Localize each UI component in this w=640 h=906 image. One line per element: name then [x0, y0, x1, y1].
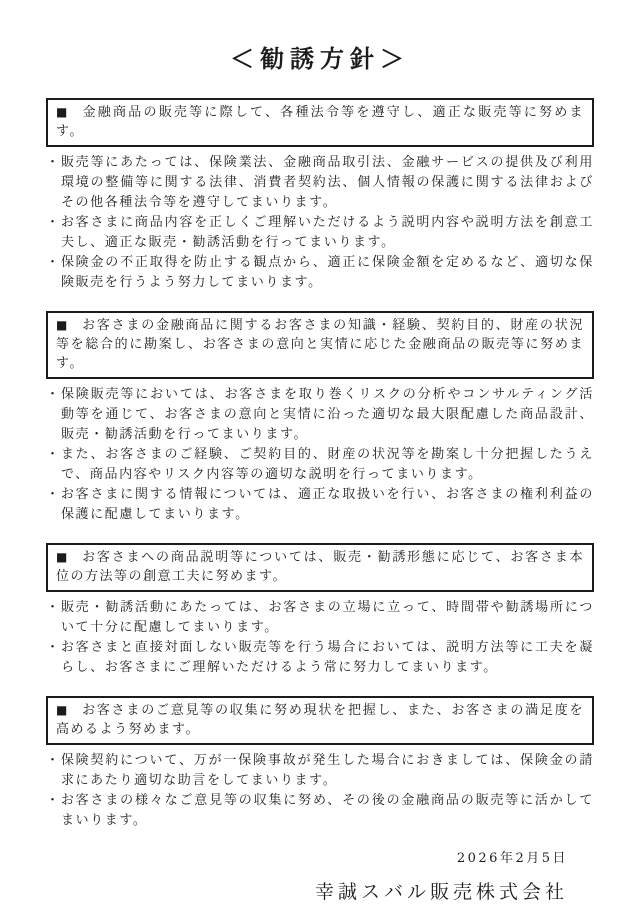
square-bullet-icon: ■ — [56, 550, 69, 564]
section-2-heading-text: お客さまの金融商品に関するお客さまの知識・経験、契約目的、財産の状況等を総合的に勘案し、お客さまの意向と実情に応じた金融商品の販売等に努めます。 — [56, 318, 584, 371]
bullet-item: ・販売等にあたっては、保険業法、金融商品取引法、金融サービスの提供及び利用環境の整備等に関する法律、消費者契約法、個人情報の保護に関する法律およびその他各種法令等を遵守してまいります。 — [46, 155, 594, 210]
section-2-heading-box — [46, 311, 594, 379]
section-3-heading-box — [46, 543, 594, 592]
section-4-heading-text: お客さまのご意見等の収集に努め現状を把握し、また、お客さまの満足度を高めるよう努めます。 — [56, 703, 584, 737]
bullet-item: ・また、お客さまのご経験、ご契約目的、財産の状況等を勘案し十分把握したうえで、商品内容やリスク内容等の適切な説明を行ってまいります。 — [46, 447, 594, 482]
section-1-heading-text: 金融商品の販売等に際して、各種法令等を遵守し、適正な販売等に努めます。 — [56, 105, 584, 139]
square-bullet-icon: ■ — [56, 318, 69, 332]
policy-section-3 — [46, 543, 594, 678]
document-date: 2026年2月5日 — [456, 851, 568, 866]
bullet-item: ・お客さまに商品内容を正しくご理解いただけるよう説明内容や説明方法を創意工夫し、適正な販売・勧誘活動を行ってまいります。 — [46, 215, 594, 250]
page-title: ＜勧誘方針＞ — [230, 44, 410, 73]
section-4-bullets — [46, 751, 594, 831]
policy-section-2 — [46, 311, 594, 525]
bullet-item: ・保険金の不正取得を防止する観点から、適正に保険金額を定めるなど、適切な保険販売を行うよう努力してまいります。 — [46, 255, 594, 290]
section-2-bullets — [46, 385, 594, 525]
bullet-item: ・保険販売等においては、お客さまを取り巻くリスクの分析やコンサルティング活動等を通じて、お客さまの意向と実情に沿った適切な最大限配慮した商品設計、販売・勧誘活動を行ってまいります。 — [46, 387, 594, 442]
bullet-item: ・お客さまの様々なご意見等の収集に努め、その後の金融商品の販売等に活かしてまいります。 — [46, 793, 594, 828]
section-4-heading-box — [46, 696, 594, 745]
square-bullet-icon: ■ — [56, 105, 69, 119]
bullet-item: ・販売・勧誘活動にあたっては、お客さまの立場に立って、時間帯や勧誘場所について十分に配慮してまいります。 — [46, 600, 594, 635]
square-bullet-icon: ■ — [56, 703, 69, 717]
bullet-item: ・お客さまと直接対面しない販売等を行う場合においては、説明方法等に工夫を凝らし、お客さまにご理解いただけるよう常に努力してまいります。 — [46, 640, 594, 675]
policy-section-4 — [46, 696, 594, 831]
bullet-item: ・保険契約について、万が一保険事故が発生した場合におきましては、保険金の請求にあたり適切な助言をしてまいります。 — [46, 753, 594, 788]
policy-section-1 — [46, 98, 594, 293]
document-footer — [46, 849, 594, 905]
section-1-bullets — [46, 153, 594, 293]
bullet-item: ・お客さまに関する情報については、適正な取扱いを行い、お客さまの権利利益の保護に配慮してまいります。 — [46, 487, 594, 522]
section-3-heading-text: お客さまへの商品説明等については、販売・勧誘形態に応じて、お客さま本位の方法等の創意工夫に努めます。 — [56, 550, 584, 584]
section-1-heading-box — [46, 98, 594, 147]
section-3-bullets — [46, 598, 594, 678]
company-name: 幸誠スバル販売株式会社 — [314, 881, 568, 903]
